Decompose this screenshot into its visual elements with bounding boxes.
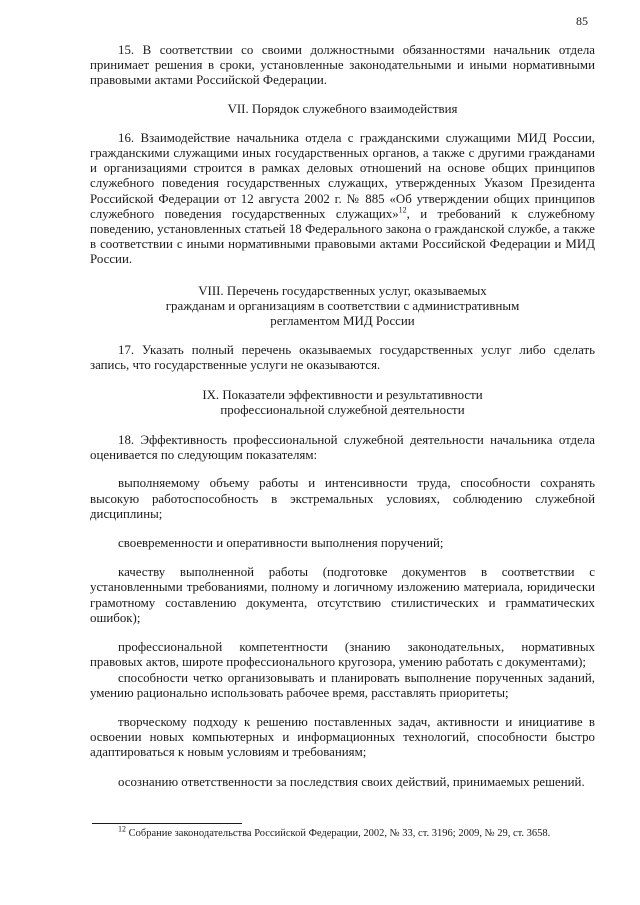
section-heading-8-line-3: регламентом МИД России	[270, 314, 415, 329]
document-body	[90, 43, 595, 790]
page-number: 85	[576, 14, 588, 28]
paragraph-16-text-b: , и требований к служебному поведению, установленных статьей 18 Федерального закона о гражданской службе, а также в соответствии с иными нормативными правовыми актами Российской Федерации и МИД России.	[90, 206, 595, 267]
footnote-reference: 12	[398, 205, 407, 215]
indicator-creativity: творческому подходу к решению поставленных задач, активности и инициативе в освоении новых компьютерных и информационных технологий, способности быстро адаптироваться к новым условиям и требованиям;	[90, 714, 595, 760]
indicator-competence: профессиональной компетентности (знанию законодательных, нормативных правовых актов, широте профессионального кругозора, умению работать с документами);	[90, 640, 595, 670]
paragraph-18: 18. Эффективность профессиональной служебной деятельности начальника отдела оценивается по следующим показателям:	[90, 433, 595, 463]
footnote-text: Собрание законодательства Российской Федерации, 2002, № 33, ст. 3196; 2009, № 29, ст. 3658.	[126, 828, 551, 839]
indicator-workload: выполняемому объему работы и интенсивности труда, способности сохранять высокую работоспособность в экстремальных условиях, соблюдению служебной дисциплины;	[90, 476, 595, 521]
section-heading-9	[90, 388, 595, 418]
footnote-divider	[92, 823, 242, 824]
footnote-marker: 12	[118, 824, 126, 834]
indicator-timeliness: своевременности и оперативности выполнения поручений;	[118, 536, 444, 551]
indicator-organization: способности четко организовывать и планировать выполнение порученных заданий, умению рационально использовать рабочее время, расставлять приоритеты;	[90, 670, 595, 700]
section-heading-7: VII. Порядок служебного взаимодействия	[227, 101, 458, 116]
section-heading-9-line-1: IX. Показатели эффективности и результативности	[202, 387, 483, 402]
paragraph-15: 15. В соответствии со своими должностными обязанностями начальник отдела принимает решения в сроки, установленные законодательными и иными нормативными правовыми актами Российской Федерации.	[90, 43, 595, 88]
section-heading-8	[90, 284, 595, 330]
section-heading-9-line-2: профессиональной служебной деятельности	[220, 402, 465, 417]
paragraph-17: 17. Указать полный перечень оказываемых государственных услуг либо сделать запись, что государственные услуги не оказываются.	[90, 343, 595, 373]
section-heading-8-line-1: VIII. Перечень государственных услуг, оказываемых	[198, 283, 487, 298]
paragraph-16-text-a: 16. Взаимодействие начальника отдела с гражданскими служащими МИД России, гражданскими служащими иных государственных органов, а также с другими гражданами и организациями строится в рамках деловых отношений на основе общих принципов служебного поведения государственных служащих, утвержденных Указом Президента Российской Федерации от 12 августа 2002 г. № 885 «Об утверждении общих принципов служебного поведения государственных служащих»	[90, 130, 595, 221]
indicator-quality: качеству выполненной работы (подготовке документов в соответствии с установленными требованиями, полному и логичному изложению материала, юридически грамотному составлению документа, отсутствию стилистических и грамматических ошибок);	[90, 565, 595, 625]
footnote	[118, 824, 588, 840]
paragraph-16	[90, 131, 595, 268]
indicator-responsibility: осознанию ответственности за последствия своих действий, принимаемых решений.	[118, 774, 585, 789]
section-heading-8-line-2: гражданам и организациям в соответствии с административным	[165, 298, 520, 313]
